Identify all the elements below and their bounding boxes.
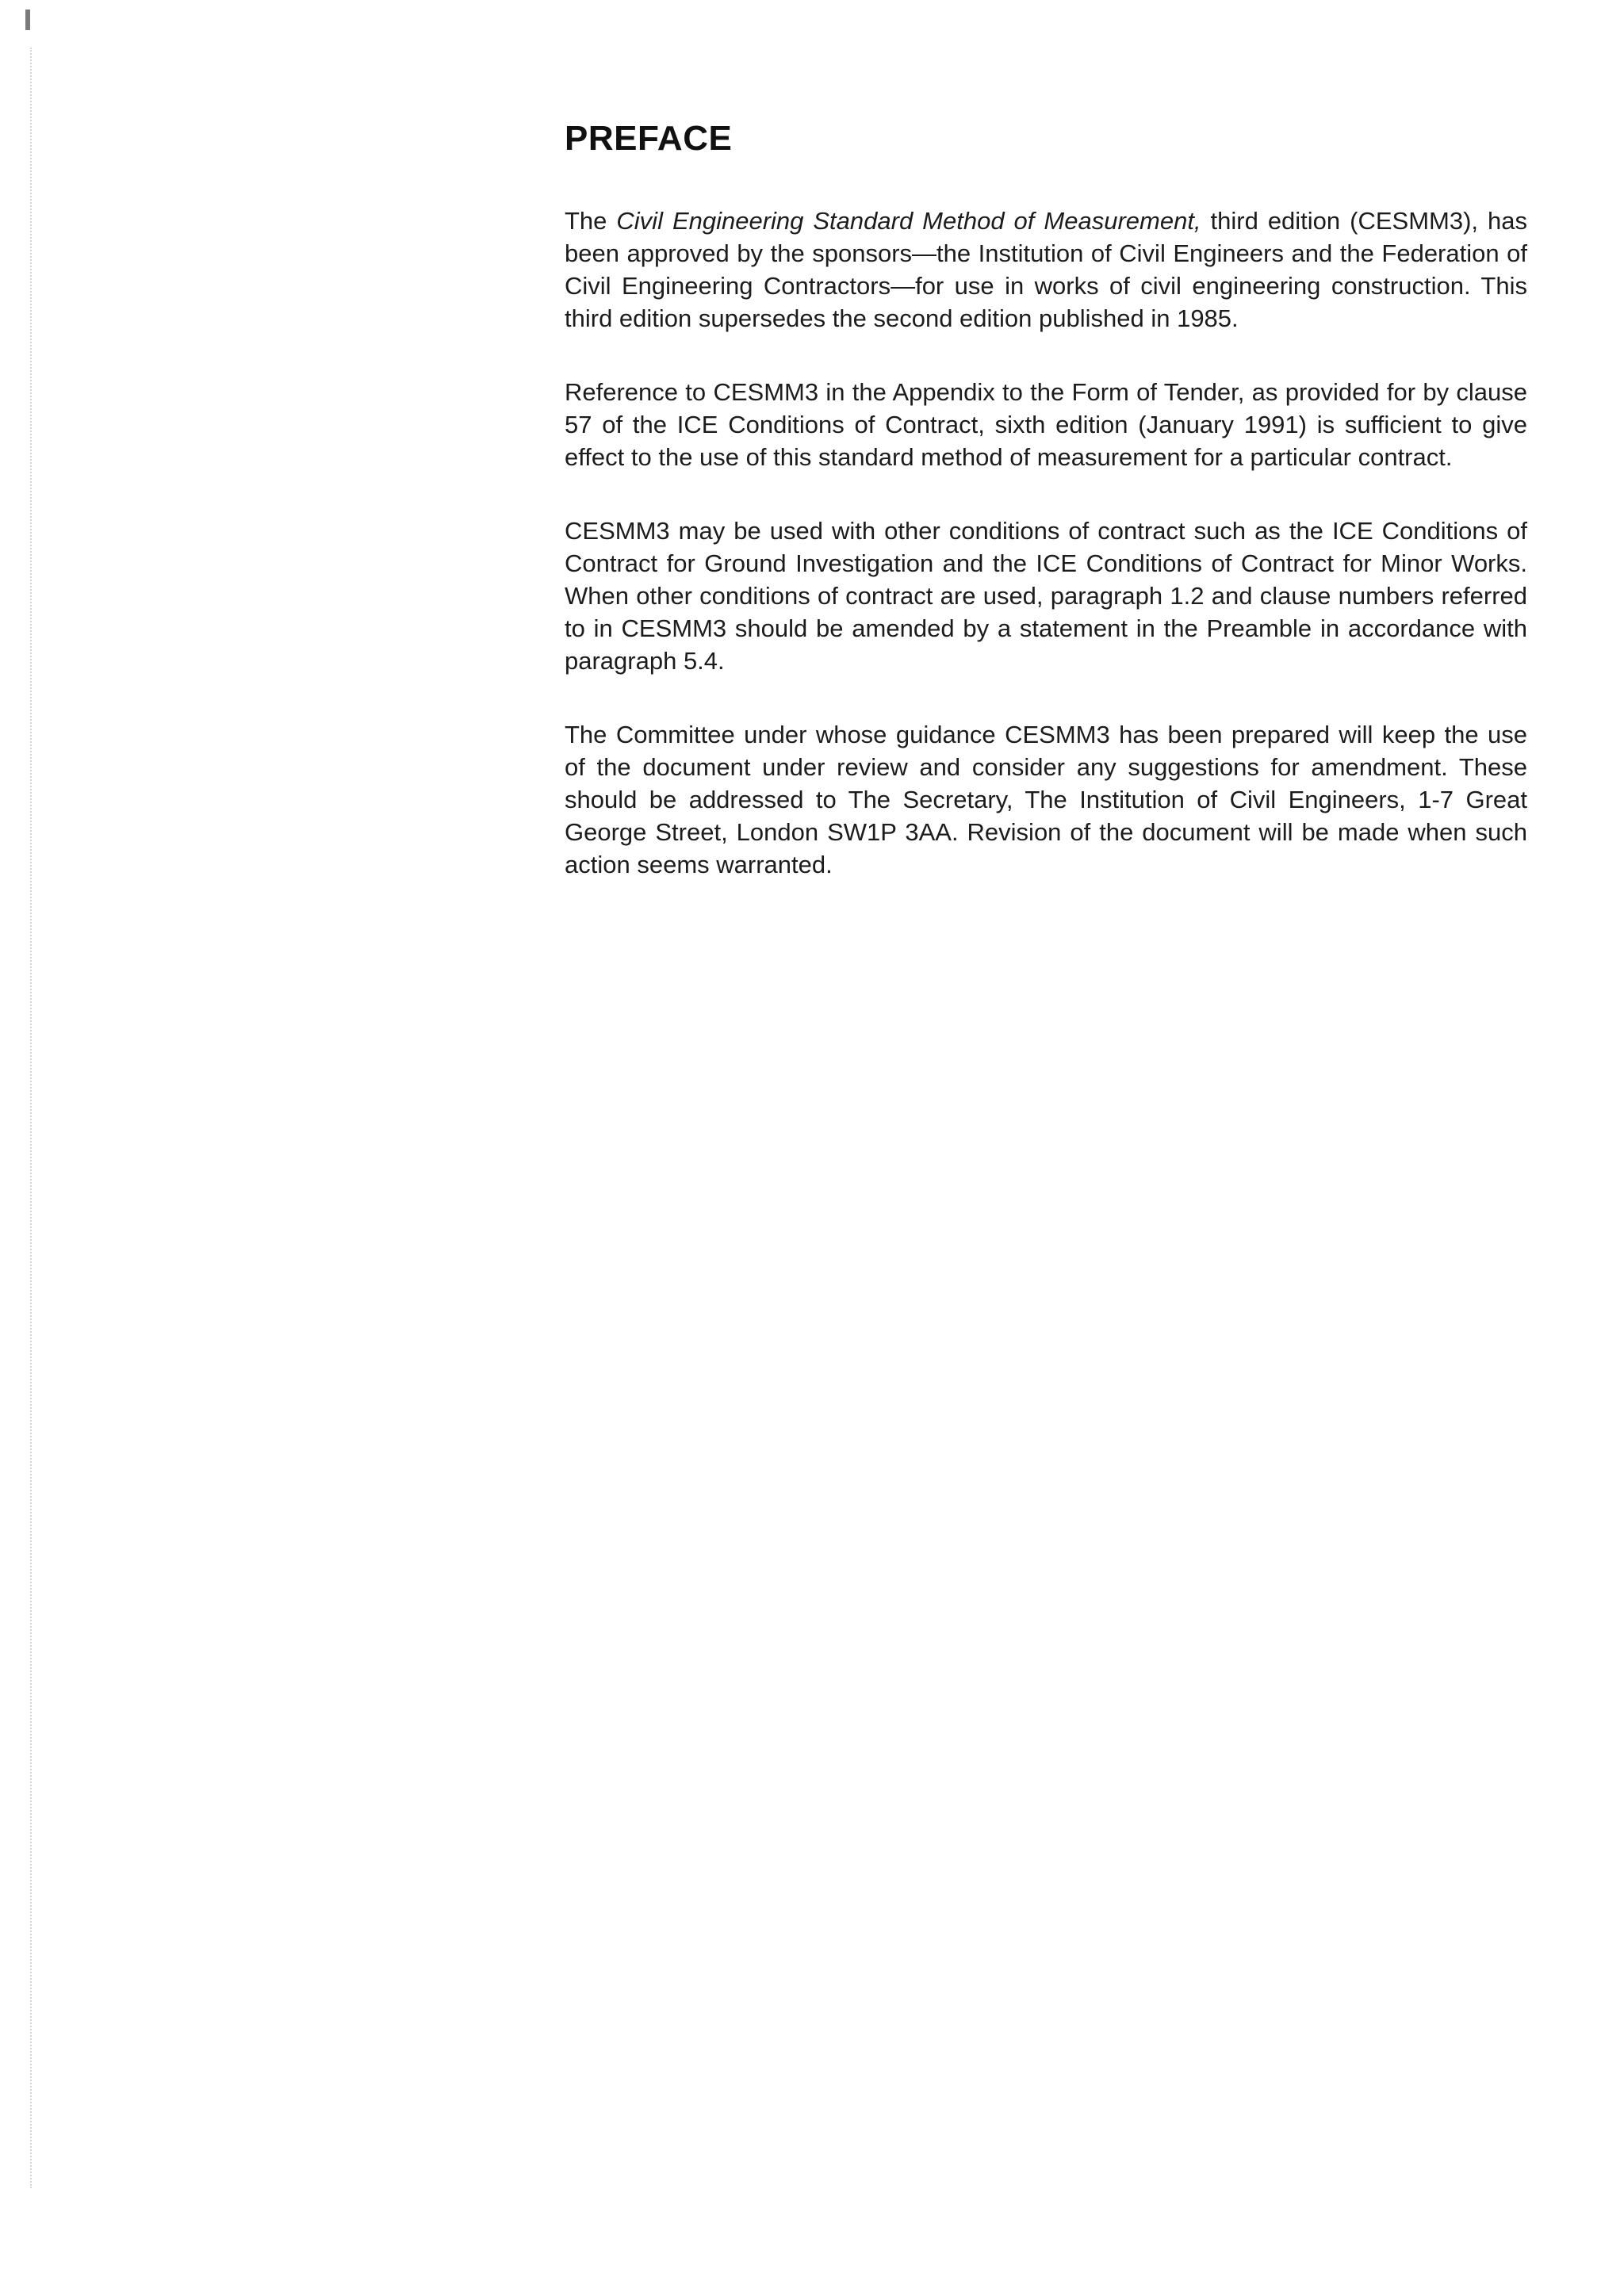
paragraph-1-rest: third edition (CESMM3), has been approved by the sponsors—the Institution of Civil Engineers and the Federation of Civil Engineering Contractors—for use in works of civil engineering construction. This third edition supersedes the second edition published in 1985.: [565, 207, 1528, 332]
preface-content: [565, 119, 1527, 922]
paragraph-1: [565, 205, 1527, 335]
scan-artifact: [25, 10, 30, 30]
paragraph-1-lead: The: [565, 207, 617, 235]
paragraph-1-title-italic: Civil Engineering Standard Method of Measurement,: [616, 207, 1201, 235]
page-title: PREFACE: [565, 119, 733, 158]
paragraph-2: Reference to CESMM3 in the Appendix to the Form of Tender, as provided for by clause 57 of the ICE Conditions of Contract, sixth edition (January 1991) is sufficient to give effect to the use of this standard method of measurement for a particular contract.: [565, 378, 1527, 471]
paragraph-4: The Committee under whose guidance CESMM3 has been prepared will keep the use of the document under review and consider any suggestions for amendment. These should be addressed to The Secretary, The Institution of Civil Engineers, 1-7 Great George Street, London SW1P 3AA. Revision of the document will be made when such action seems warranted.: [565, 721, 1527, 878]
scan-margin-line: [30, 48, 32, 2188]
paragraph-3: CESMM3 may be used with other conditions of contract such as the ICE Conditions of Contract for Ground Investigation and the ICE Conditions of Contract for Minor Works. When other conditions of contract are used, paragraph 1.2 and clause numbers referred to in CESMM3 should be amended by a statement in the Preamble in accordance with paragraph 5.4.: [565, 517, 1527, 675]
